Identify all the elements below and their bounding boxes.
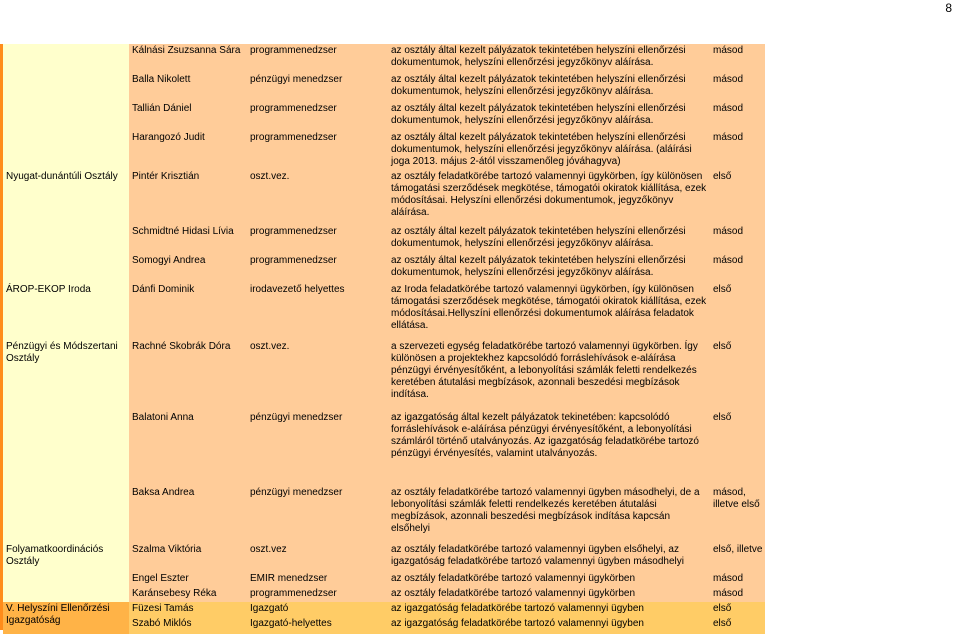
- task-cell: a szervezeti egység feladatkörébe tartozó valamennyi ügykörben. Így különösen a projektekhez kapcsolódó forráslehívások e-aláírása pénzügyi érvényesítőként, a lebonyolítási számlák feletti rendelkezés keretében átutalási megbízások, azonnali beszedési megbízások indítása.: [388, 340, 710, 411]
- table-row: [3, 587, 955, 602]
- task-cell: az osztály által kezelt pályázatok tekintetében helyszíni ellenőrzési dokumentumok, helyszíni ellenőrzési jegyzőkönyv aláírása. (aláírási joga 2013. május 2-ától visszamenőleg jóváhagyva): [388, 131, 710, 170]
- role-cell: első: [710, 602, 765, 617]
- dept-cell: [3, 73, 129, 102]
- table-row: [3, 543, 955, 572]
- position-cell: irodavezető helyettes: [247, 283, 388, 340]
- dept-cell: [3, 102, 129, 131]
- empty-cell: [765, 170, 955, 225]
- table-row: [3, 102, 955, 131]
- empty-cell: [765, 254, 955, 283]
- table-row: [3, 44, 955, 73]
- table-row: [3, 411, 955, 486]
- table-row: [3, 131, 955, 170]
- position-cell: programmenedzser: [247, 587, 388, 602]
- position-cell: Igazgató: [247, 602, 388, 617]
- empty-cell: [765, 602, 955, 617]
- empty-cell: [765, 543, 955, 572]
- table-row: [3, 602, 955, 617]
- name-cell: Balla Nikolett: [129, 73, 247, 102]
- empty-cell: [765, 572, 955, 587]
- dept-cell: [3, 44, 129, 73]
- task-cell: az osztály által kezelt pályázatok tekintetében helyszíni ellenőrzési dokumentumok, helyszíni ellenőrzési jegyzőkönyv aláírása.: [388, 254, 710, 283]
- role-cell: első: [710, 170, 765, 225]
- empty-cell: [765, 131, 955, 170]
- name-cell: Pintér Krisztián: [129, 170, 247, 225]
- signatory-table-container: [3, 44, 955, 630]
- role-cell: másod: [710, 225, 765, 254]
- page-number: 8: [945, 1, 952, 15]
- dept-cell: [3, 587, 129, 602]
- role-cell: első: [710, 617, 765, 634]
- name-cell: Harangozó Judit: [129, 131, 247, 170]
- role-cell: másod, illetve első: [710, 486, 765, 543]
- dept-cell: [3, 572, 129, 587]
- name-cell: Szabó Miklós: [129, 617, 247, 634]
- name-cell: Kálnási Zsuzsanna Sára: [129, 44, 247, 73]
- name-cell: Karánsebesy Réka: [129, 587, 247, 602]
- role-cell: másod: [710, 254, 765, 283]
- role-cell: első: [710, 283, 765, 340]
- dept-cell: Pénzügyi és Módszertani Osztály: [3, 340, 129, 411]
- table-row: [3, 254, 955, 283]
- name-cell: Dánfi Dominik: [129, 283, 247, 340]
- position-cell: oszt.vez.: [247, 170, 388, 225]
- dept-cell: V. Helyszíni Ellenőrzési Igazgatóság: [3, 602, 129, 634]
- position-cell: Igazgató-helyettes: [247, 617, 388, 634]
- name-cell: Szalma Viktória: [129, 543, 247, 572]
- role-cell: első: [710, 411, 765, 486]
- dept-cell: [3, 486, 129, 543]
- task-cell: az osztály feladatkörébe tartozó valamennyi ügykörben: [388, 587, 710, 602]
- task-cell: az igazgatóság feladatkörébe tartozó valamennyi ügyben: [388, 602, 710, 617]
- position-cell: programmenedzser: [247, 225, 388, 254]
- table-row: [3, 572, 955, 587]
- table-row: [3, 283, 955, 340]
- empty-cell: [765, 225, 955, 254]
- table-row: [3, 617, 955, 634]
- role-cell: első: [710, 340, 765, 411]
- role-cell: másod: [710, 572, 765, 587]
- role-cell: másod: [710, 102, 765, 131]
- name-cell: Schmidtné Hidasi Lívia: [129, 225, 247, 254]
- position-cell: programmenedzser: [247, 44, 388, 73]
- task-cell: az osztály feladatkörébe tartozó valamennyi ügykörben: [388, 572, 710, 587]
- position-cell: EMIR menedzser: [247, 572, 388, 587]
- empty-cell: [765, 283, 955, 340]
- role-cell: másod: [710, 587, 765, 602]
- task-cell: az osztály által kezelt pályázatok tekintetében helyszíni ellenőrzési dokumentumok, helyszíni ellenőrzési jegyzőkönyv aláírása.: [388, 225, 710, 254]
- position-cell: oszt.vez: [247, 543, 388, 572]
- empty-cell: [765, 44, 955, 73]
- name-cell: Rachné Skobrák Dóra: [129, 340, 247, 411]
- role-cell: másod: [710, 44, 765, 73]
- role-cell: másod: [710, 131, 765, 170]
- role-cell: első, illetve: [710, 543, 765, 572]
- table-row: [3, 486, 955, 543]
- position-cell: pénzügyi menedzser: [247, 73, 388, 102]
- position-cell: pénzügyi menedzser: [247, 411, 388, 486]
- empty-cell: [765, 411, 955, 486]
- role-cell: másod: [710, 73, 765, 102]
- table-row: [3, 73, 955, 102]
- name-cell: Baksa Andrea: [129, 486, 247, 543]
- empty-cell: [765, 102, 955, 131]
- position-cell: programmenedzser: [247, 254, 388, 283]
- empty-cell: [765, 587, 955, 602]
- task-cell: az osztály által kezelt pályázatok tekintetében helyszíni ellenőrzési dokumentumok, helyszíni ellenőrzési jegyzőkönyv aláírása.: [388, 73, 710, 102]
- task-cell: az igazgatóság által kezelt pályázatok tekinetében: kapcsolódó forráslehívások e-aláírása pénzügyi érvényesítőként, a lebonyolítási számláról történő utalványozás. Az igazgatóság feladatkörébe tartozó pénzügyi érvényesítés, valamint utalványozás.: [388, 411, 710, 486]
- name-cell: Engel Eszter: [129, 572, 247, 587]
- empty-cell: [765, 340, 955, 411]
- dept-cell: [3, 254, 129, 283]
- task-cell: az osztály által kezelt pályázatok tekintetében helyszíni ellenőrzési dokumentumok, helyszíni ellenőrzési jegyzőkönyv aláírása.: [388, 102, 710, 131]
- empty-cell: [765, 617, 955, 634]
- table-row: [3, 225, 955, 254]
- table-row: [3, 340, 955, 411]
- position-cell: pénzügyi menedzser: [247, 486, 388, 543]
- task-cell: az osztály feladatkörébe tartozó valamennyi ügyben elsőhelyi, az igazgatóság feladatkörébe tartozó valamennyi ügyben másodhelyi: [388, 543, 710, 572]
- name-cell: Tallián Dániel: [129, 102, 247, 131]
- task-cell: az Iroda feladatkörébe tartozó valamennyi ügykörben, így különösen támogatási szerződések megkötése, támogatói okiratok kiállítása, ezek módosításai.Hellyszíni ellenőrzési dokumentumok aláírása feladatok ellátása.: [388, 283, 710, 340]
- position-cell: oszt.vez.: [247, 340, 388, 411]
- task-cell: az igazgatóság feladatkörébe tartozó valamennyi ügyben: [388, 617, 710, 634]
- position-cell: programmenedzser: [247, 102, 388, 131]
- dept-cell: [3, 225, 129, 254]
- table-row: [3, 170, 955, 225]
- name-cell: Somogyi Andrea: [129, 254, 247, 283]
- empty-cell: [765, 73, 955, 102]
- name-cell: Balatoni Anna: [129, 411, 247, 486]
- task-cell: az osztály feladatkörébe tartozó valamennyi ügyben másodhelyi, de a lebonyolítási számlák feletti rendelkezés keretében átutalási megbízások, azonnali beszedési megbízások indítása kapcsán elsőhelyi: [388, 486, 710, 543]
- dept-cell: [3, 411, 129, 486]
- dept-cell: ÁROP-EKOP Iroda: [3, 283, 129, 340]
- name-cell: Füzesi Tamás: [129, 602, 247, 617]
- task-cell: az osztály által kezelt pályázatok tekintetében helyszíni ellenőrzési dokumentumok, helyszíni ellenőrzési jegyzőkönyv aláírása.: [388, 44, 710, 73]
- empty-cell: [765, 486, 955, 543]
- task-cell: az osztály feladatkörébe tartozó valamennyi ügykörben, így különösen támogatási szerződések megkötése, támogatói okiratok kiállítása, ezek módosításai. Helyszíni ellenőrzési dokumentumok, jegyzőkönyv aláírása.: [388, 170, 710, 225]
- dept-cell: Nyugat-dunántúli Osztály: [3, 170, 129, 225]
- signatory-table: [3, 44, 955, 634]
- dept-cell: Folyamatkoordinációs Osztály: [3, 543, 129, 572]
- position-cell: programmenedzser: [247, 131, 388, 170]
- dept-cell: [3, 131, 129, 170]
